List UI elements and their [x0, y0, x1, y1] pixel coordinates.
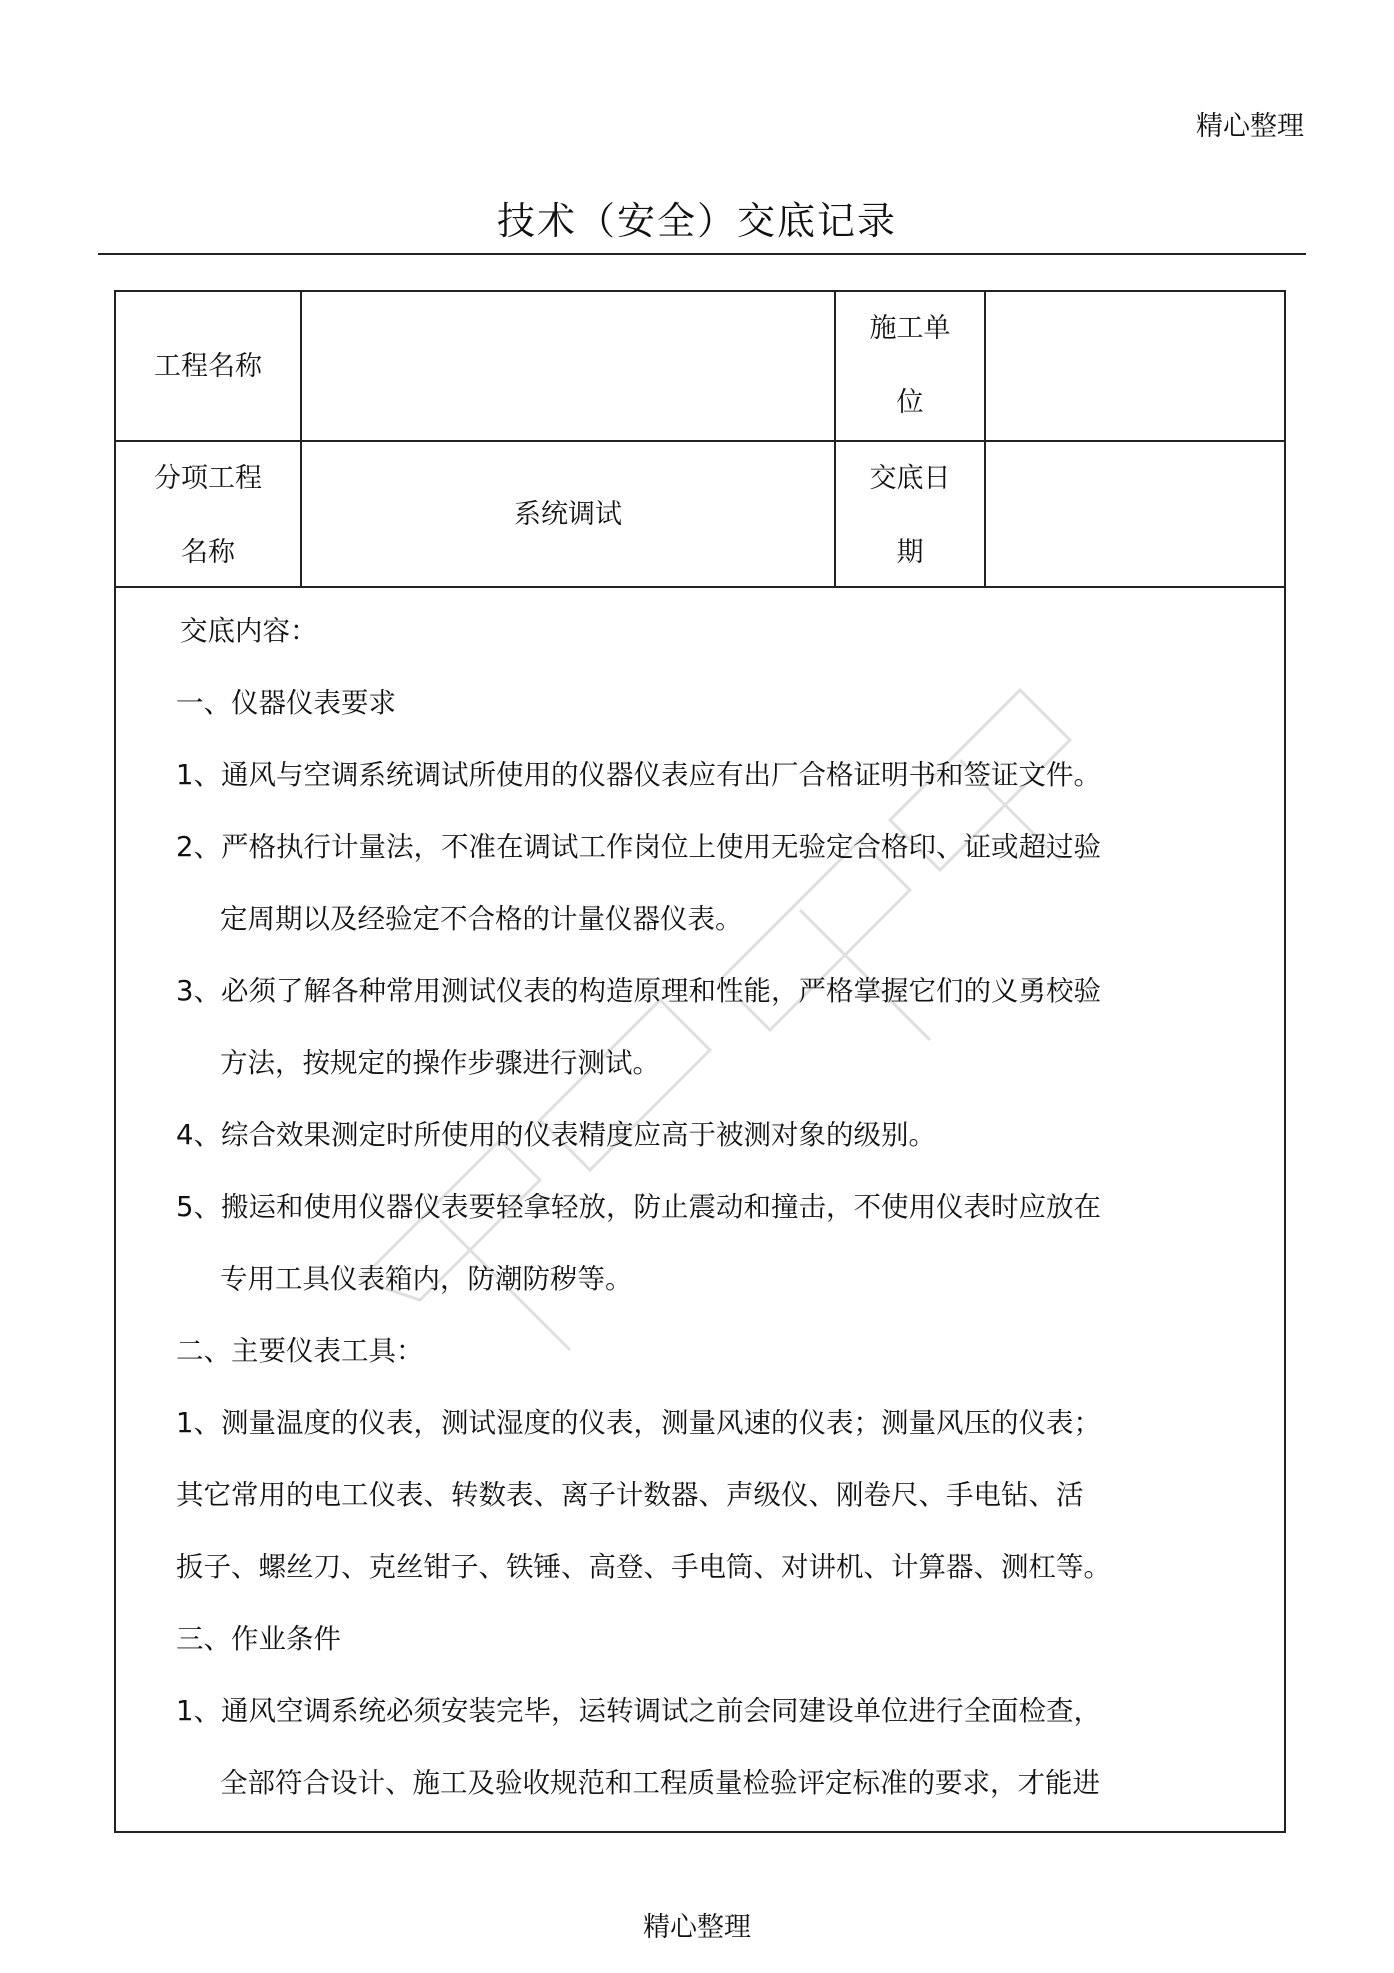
contractor-value-cell	[986, 292, 1284, 442]
content-line: 扳子、螺丝刀、克丝钳子、铁锤、高登、手电筒、对讲机、计算器、测杠等。	[176, 1551, 1111, 1583]
title-rule	[98, 253, 1306, 255]
content-line: 三、作业条件	[176, 1623, 341, 1655]
content-line: 1、通风与空调系统调试所使用的仪器仪表应有出厂合格证明书和签证文件。	[176, 759, 1101, 791]
project-name-label-cell	[116, 292, 302, 442]
contractor-label-line1: 施工单	[869, 313, 951, 344]
content-line: 一、仪器仪表要求	[176, 687, 396, 719]
content-line: 2、严格执行计量法，不准在调试工作岗位上使用无验定合格印、证或超过验	[176, 831, 1101, 863]
content-line: 定周期以及经验定不合格的计量仪器仪表。	[220, 903, 743, 935]
subproject-label-line2: 名称	[181, 537, 235, 568]
contractor-label-cell	[836, 292, 986, 442]
date-label-line1: 交底日	[869, 463, 951, 494]
header-note: 精心整理	[1196, 111, 1304, 142]
content-line: 二、主要仪表工具：	[176, 1335, 424, 1367]
content-line: 全部符合设计、施工及验收规范和工程质量检验评定标准的要求，才能进	[220, 1767, 1100, 1799]
content-line: 方法，按规定的操作步骤进行测试。	[220, 1047, 660, 1079]
footer-note: 精心整理	[643, 1912, 751, 1943]
content-line: 其它常用的电工仪表、转数表、离子计数器、声级仪、刚卷尺、手电钻、活	[176, 1479, 1084, 1511]
content-line: 专用工具仪表箱内，防潮防秽等。	[220, 1263, 633, 1295]
contractor-label-line2: 位	[896, 387, 924, 418]
subproject-value: 系统调试	[514, 499, 622, 530]
project-name-label: 工程名称	[154, 351, 262, 382]
subproject-value-cell	[302, 442, 836, 588]
date-value-cell	[986, 442, 1284, 588]
project-name-value-cell	[302, 292, 836, 442]
subproject-label-cell	[116, 442, 302, 588]
content-heading: 交底内容：	[180, 615, 318, 647]
disclosure-form	[114, 290, 1286, 1833]
content-line: 1、测量温度的仪表，测试湿度的仪表，测量风速的仪表；测量风压的仪表；	[176, 1407, 1101, 1439]
date-label-cell	[836, 442, 986, 588]
content-line: 4、综合效果测定时所使用的仪表精度应高于被测对象的级别。	[176, 1119, 936, 1151]
content-line: 1、通风空调系统必须安装完毕，运转调试之前会同建设单位进行全面检查，	[176, 1695, 1101, 1727]
content-line: 5、搬运和使用仪器仪表要轻拿轻放，防止震动和撞击，不使用仪表时应放在	[176, 1191, 1101, 1223]
content-line: 3、必须了解各种常用测试仪表的构造原理和性能，严格掌握它们的义勇校验	[176, 975, 1101, 1007]
disclosure-content	[116, 588, 1284, 1831]
date-label-line2: 期	[896, 537, 924, 568]
subproject-label-line1: 分项工程	[154, 463, 262, 494]
page-title: 技术（安全）交底记录	[496, 199, 897, 243]
